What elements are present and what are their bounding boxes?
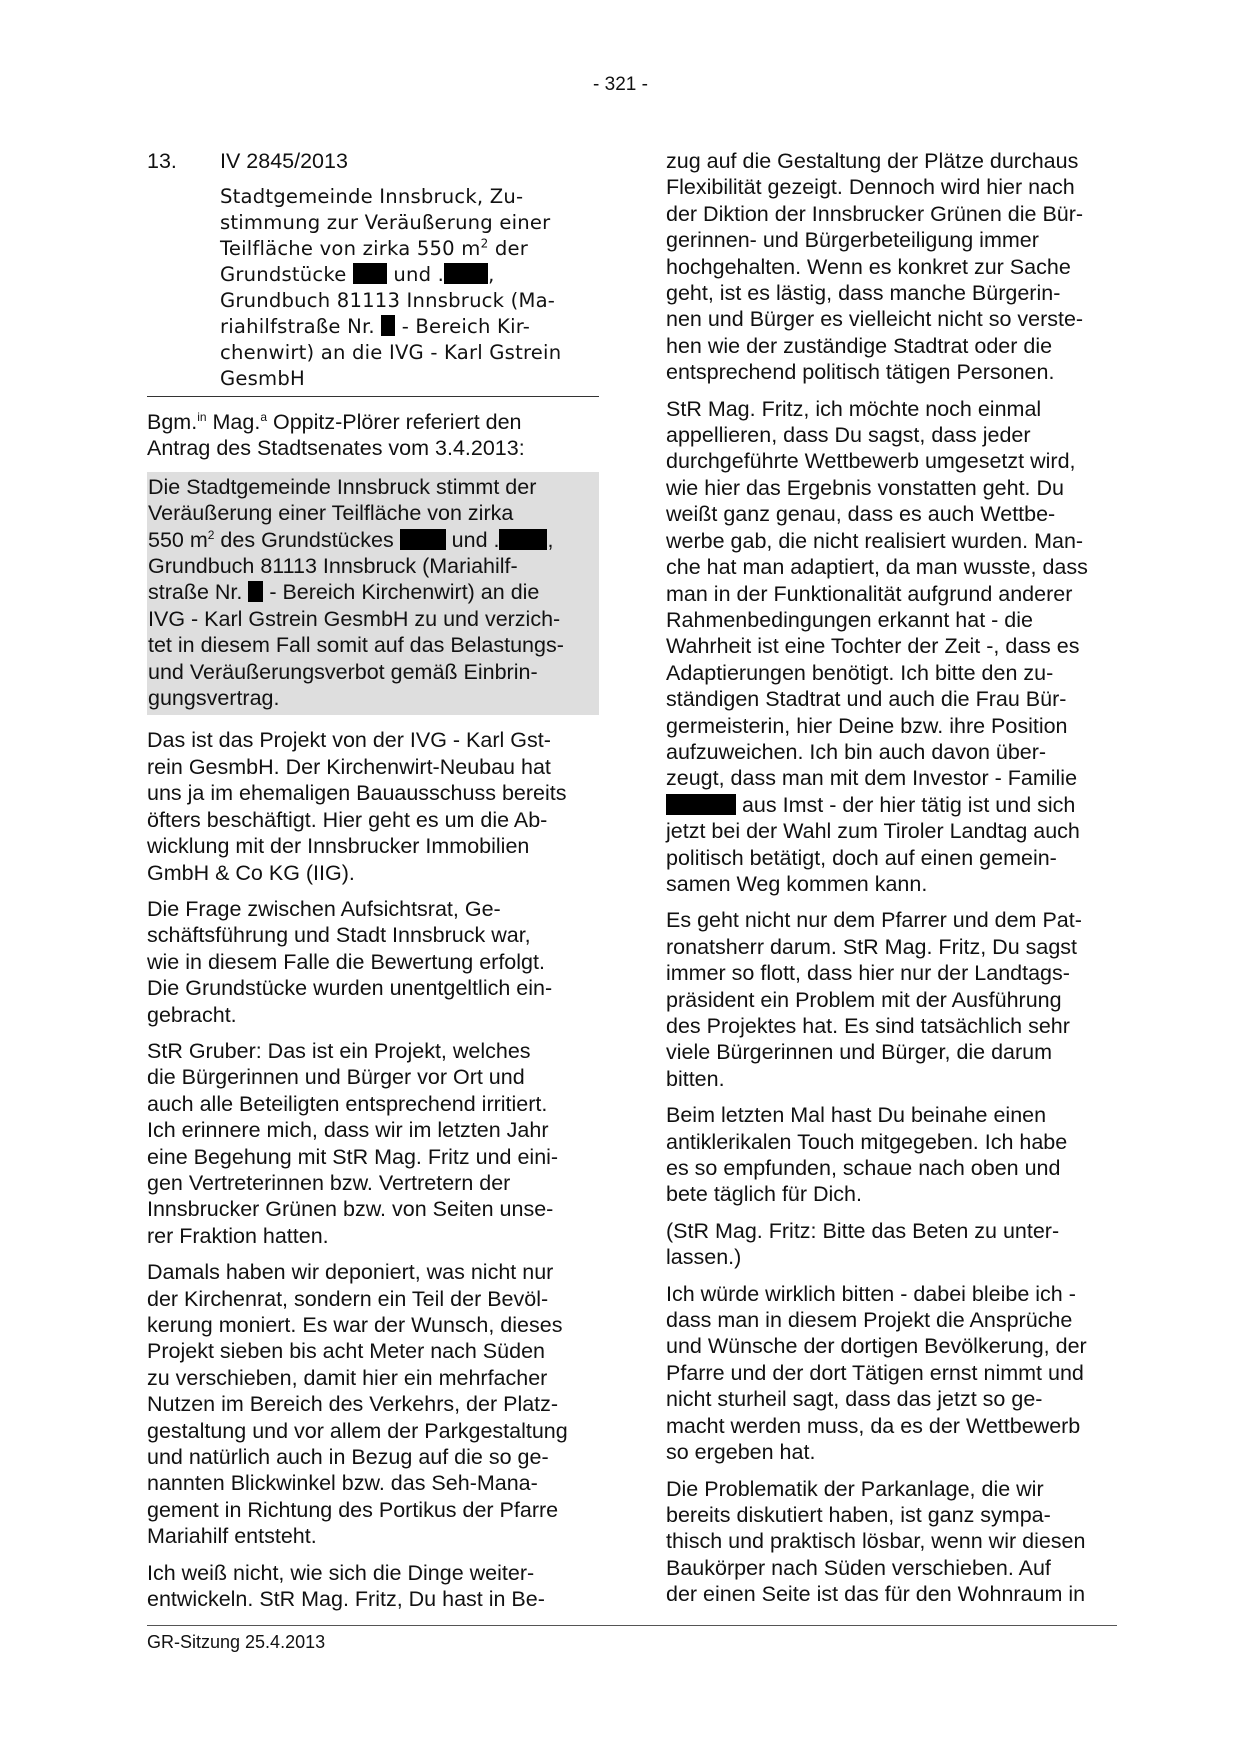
text-line: bete täglich für Dich. bbox=[666, 1182, 862, 1207]
text-line: Ich weiß nicht, wie sich die Dinge weiter- bbox=[147, 1560, 535, 1585]
text-line: rein GesmbH. Der Kirchenwirt-Neubau hat bbox=[147, 754, 551, 779]
agenda-item-header bbox=[147, 148, 599, 174]
text-line: Ich erinnere mich, dass wir im letzten Jahr bbox=[147, 1118, 549, 1143]
text-line: StR Gruber: Das ist ein Projekt, welches bbox=[147, 1038, 531, 1063]
text-line: Es geht nicht nur dem Pfarrer und dem Pat- bbox=[666, 908, 1082, 933]
text-line: aufzuweichen. Ich bin auch davon über- bbox=[666, 739, 1047, 764]
text-line: entsprechend politisch tätigen Personen. bbox=[666, 360, 1055, 385]
text-line: bitten. bbox=[666, 1066, 725, 1091]
text-line: hochgehalten. Wenn es konkret zur Sache bbox=[666, 254, 1071, 279]
text-line: rer Fraktion hatten. bbox=[147, 1223, 329, 1248]
text-line: gement in Richtung des Portikus der Pfarre bbox=[147, 1497, 559, 1522]
text-line: wie hier das Ergebnis vonstatten geht. Du bbox=[666, 475, 1064, 500]
body-paragraph bbox=[147, 896, 599, 1028]
body-paragraph bbox=[666, 907, 1118, 1092]
redaction-block bbox=[381, 315, 395, 336]
text-line: und natürlich auch in Bezug auf die so ge- bbox=[147, 1445, 549, 1470]
footer-text: GR-Sitzung 25.4.2013 bbox=[147, 1632, 326, 1652]
text-line: zug auf die Gestaltung der Plätze durchaus bbox=[666, 149, 1079, 173]
text-line: samen Weg kommen kann. bbox=[666, 871, 928, 896]
text-line: hen wie der zuständige Stadtrat oder die bbox=[666, 333, 1053, 358]
text-line: ständigen Stadtrat und auch die Frau Bür- bbox=[666, 687, 1067, 712]
text-line: so ergeben hat. bbox=[666, 1440, 816, 1465]
text-line: dass man in diesem Projekt die Ansprüche bbox=[666, 1308, 1073, 1333]
text-line: thisch und praktisch lösbar, wenn wir diesen bbox=[666, 1529, 1086, 1554]
text-line: zeugt, dass man mit dem Investor - Familie bbox=[666, 766, 1078, 791]
text-line: Nutzen im Bereich des Verkehrs, der Platz- bbox=[147, 1392, 559, 1417]
text-line: bereits diskutiert haben, ist ganz sympa- bbox=[666, 1502, 1051, 1527]
motion-box: Die Stadtgemeinde Innsbruck stimmt der Veräußerung einer Teilfläche von zirka 550 $m^2$ des Grundstückes und . , Grundbuch 81113 Innsbruck (Mariahilf- straße Nr. - Bereich Kirchenwirt) an die IVG - Karl Gstrein GesmbH zu und verzich- tet in diesem Fall somit auf das Belastungs- und Veräußerungsverbot gemäß Einbrin- gungsvertrag. bbox=[147, 472, 599, 716]
text-line: Adaptierungen benötigt. Ich bitte den zu- bbox=[666, 660, 1054, 685]
text-line: (StR Mag. Fritz: Bitte das Beten zu unter- bbox=[666, 1218, 1060, 1243]
text-line: wicklung mit der Innsbrucker Immobilien bbox=[147, 834, 530, 859]
text-line: Beim letzten Mal hast Du beinahe einen bbox=[666, 1103, 1047, 1128]
text-line: appellieren, dass Du sagst, dass jeder bbox=[666, 423, 1031, 448]
redaction-block bbox=[666, 794, 736, 815]
body-paragraph bbox=[666, 1281, 1118, 1466]
section-divider bbox=[147, 396, 599, 397]
text-line: politisch betätigt, doch auf einen gemein- bbox=[666, 845, 1057, 870]
text-line: der einen Seite ist das für den Wohnraum in bbox=[666, 1582, 1086, 1607]
right-paragraphs bbox=[666, 148, 1118, 1608]
text-line: gerinnen- und Bürgerbeteiligung immer bbox=[666, 228, 1039, 253]
text-line: Mariahilf entsteht. bbox=[147, 1524, 317, 1549]
body-paragraph bbox=[666, 1218, 1118, 1271]
text-line: Flexibilität gezeigt. Dennoch wird hier nach bbox=[666, 175, 1075, 200]
text-line: viele Bürgerinnen und Bürger, die darum bbox=[666, 1040, 1053, 1065]
text-line: Die Grundstücke wurden unentgeltlich ein- bbox=[147, 976, 553, 1001]
redaction-block bbox=[248, 581, 263, 602]
text-line: nicht sturheil sagt, dass das jetzt so ge- bbox=[666, 1387, 1043, 1412]
text-line: nannten Blickwinkel bzw. das Seh-Mana- bbox=[147, 1471, 538, 1496]
text-line: lassen.) bbox=[666, 1245, 742, 1270]
text-line: Wahrheit ist eine Tochter der Zeit -, dass es bbox=[666, 634, 1080, 659]
text-line: geht, ist es lästig, dass manche Bürgerin- bbox=[666, 281, 1061, 306]
body-paragraph bbox=[147, 1038, 599, 1249]
text-line: gestaltung und vor allem der Parkgestaltung bbox=[147, 1418, 568, 1443]
text-line: germeisterin, hier Deine bzw. ihre Position bbox=[666, 713, 1068, 738]
agenda-item-number: 13. bbox=[147, 149, 177, 173]
text-line: zu verschieben, damit hier ein mehrfacher bbox=[147, 1365, 548, 1390]
text-line: GmbH & Co KG (IIG). bbox=[147, 860, 355, 885]
text-line: und Wünsche der dortigen Bevölkerung, der bbox=[666, 1334, 1087, 1359]
desc-line: chenwirt) an die IVG - Karl Gstrein bbox=[220, 341, 562, 364]
text-line: jetzt bei der Wahl zum Tiroler Landtag auch bbox=[666, 819, 1080, 844]
text-line: öfters beschäftigt. Hier geht es um die Ab- bbox=[147, 807, 548, 832]
text-line: wie in diesem Falle die Bewertung erfolgt. bbox=[147, 949, 545, 974]
redaction-block bbox=[400, 529, 446, 550]
text-line: der Diktion der Innsbrucker Grünen die Bür- bbox=[666, 201, 1084, 226]
text-line: weißt ganz genau, dass es auch Wettbe- bbox=[666, 502, 1056, 527]
text-line: kerung moniert. Es war der Wunsch, dieses bbox=[147, 1313, 563, 1337]
text-line: nen und Bürger es vielleicht nicht so verste- bbox=[666, 307, 1084, 332]
text-line: Damals haben wir deponiert, was nicht nur bbox=[147, 1260, 554, 1285]
text-line: che hat man adaptiert, da man wusste, dass bbox=[666, 555, 1088, 580]
text-line: Projekt sieben bis acht Meter nach Süden bbox=[147, 1339, 545, 1364]
left-paragraphs bbox=[147, 727, 599, 1612]
body-paragraph bbox=[147, 1560, 599, 1613]
text-line: antiklerikalen Touch mitgegeben. Ich habe bbox=[666, 1129, 1068, 1154]
text-line: Pfarre und der dort Tätigen ernst nimmt und bbox=[666, 1360, 1084, 1385]
body-paragraph bbox=[666, 1102, 1118, 1208]
text-line: entwickeln. StR Mag. Fritz, Du hast in Be- bbox=[147, 1587, 545, 1612]
page-number: - 321 - bbox=[593, 74, 648, 95]
text-line: es so empfunden, schaue nach oben und bbox=[666, 1156, 1061, 1181]
body-paragraph bbox=[147, 727, 599, 885]
right-column bbox=[666, 148, 1118, 1618]
text-line: durchgeführte Wettbewerb umgesetzt wird, bbox=[666, 449, 1076, 474]
text-line: gebracht. bbox=[147, 1002, 237, 1027]
redaction-block bbox=[353, 263, 387, 284]
text-line: Die Frage zwischen Aufsichtsrat, Ge- bbox=[147, 896, 501, 921]
text-line: uns ja im ehemaligen Bauausschuss bereits bbox=[147, 781, 567, 806]
text-line: macht werden muss, da es der Wettbewerb bbox=[666, 1413, 1081, 1438]
redaction-block bbox=[444, 263, 488, 284]
body-paragraph bbox=[666, 396, 1118, 898]
desc-line: Stadtgemeinde Innsbruck, Zu- bbox=[220, 185, 524, 208]
text-line: des Projektes hat. Es sind tatsächlich sehr bbox=[666, 1014, 1070, 1038]
desc-line: Grundbuch 81113 Innsbruck (Ma- bbox=[220, 289, 556, 312]
redaction-block bbox=[499, 529, 547, 550]
body-paragraph bbox=[147, 1259, 599, 1549]
intro-paragraph: Bgm.$^{in}$ Mag.$^a$ Oppitz-Plörer referiert den Antrag des Stadtsenates vom 3.4.2013: bbox=[147, 409, 525, 461]
agenda-item-description bbox=[220, 184, 600, 392]
text-line: Die Problematik der Parkanlage, die wir bbox=[666, 1476, 1044, 1501]
text-line: Rahmenbedingungen erkannt hat - die bbox=[666, 607, 1033, 632]
text-line: die Bürgerinnen und Bürger vor Ort und bbox=[147, 1065, 525, 1090]
text-line: Baukörper nach Süden verschieben. Auf bbox=[666, 1555, 1051, 1580]
agenda-item-code: IV 2845/2013 bbox=[220, 149, 348, 173]
text-line: werbe gab, die nicht realisiert wurden. Man- bbox=[666, 528, 1084, 553]
text-line: präsident ein Problem mit der Ausführung bbox=[666, 987, 1062, 1012]
text-line: immer so flott, dass hier nur der Landtags- bbox=[666, 961, 1070, 986]
desc-line: riahilfstraße Nr. - Bereich Kir- bbox=[220, 315, 530, 338]
text-line: Innsbrucker Grünen bzw. von Seiten unse- bbox=[147, 1197, 554, 1222]
text-line: der Kirchenrat, sondern ein Teil der Bevöl- bbox=[147, 1286, 549, 1311]
text-line: auch alle Beteiligten entsprechend irritiert. bbox=[147, 1091, 548, 1116]
text-line: Ich würde wirklich bitten - dabei bleibe ich - bbox=[666, 1281, 1076, 1306]
left-column bbox=[147, 148, 599, 1622]
body-paragraph bbox=[666, 1476, 1118, 1608]
text-line: schäftsführung und Stadt Innsbruck war, bbox=[147, 923, 531, 948]
text-line: eine Begehung mit StR Mag. Fritz und eini- bbox=[147, 1144, 559, 1169]
desc-line: Teilfläche von zirka 550 $m^2$ der bbox=[220, 236, 528, 260]
desc-line: GesmbH bbox=[220, 367, 305, 390]
footer-divider bbox=[147, 1625, 1117, 1626]
text-line: man in der Funktionalität aufgrund anderer bbox=[666, 581, 1073, 606]
text-line: Das ist das Projekt von der IVG - Karl Gst- bbox=[147, 728, 551, 753]
text-line: ronatsherr darum. StR Mag. Fritz, Du sagst bbox=[666, 934, 1078, 959]
body-paragraph bbox=[666, 148, 1118, 386]
text-line: gen Vertreterinnen bzw. Vertretern der bbox=[147, 1170, 511, 1195]
desc-line: Grundstücke und . , bbox=[220, 263, 495, 286]
desc-line: stimmung zur Veräußerung einer bbox=[220, 211, 551, 234]
text-line: aus Imst - der hier tätig ist und sich bbox=[666, 792, 1118, 818]
text-line: StR Mag. Fritz, ich möchte noch einmal bbox=[666, 396, 1042, 421]
